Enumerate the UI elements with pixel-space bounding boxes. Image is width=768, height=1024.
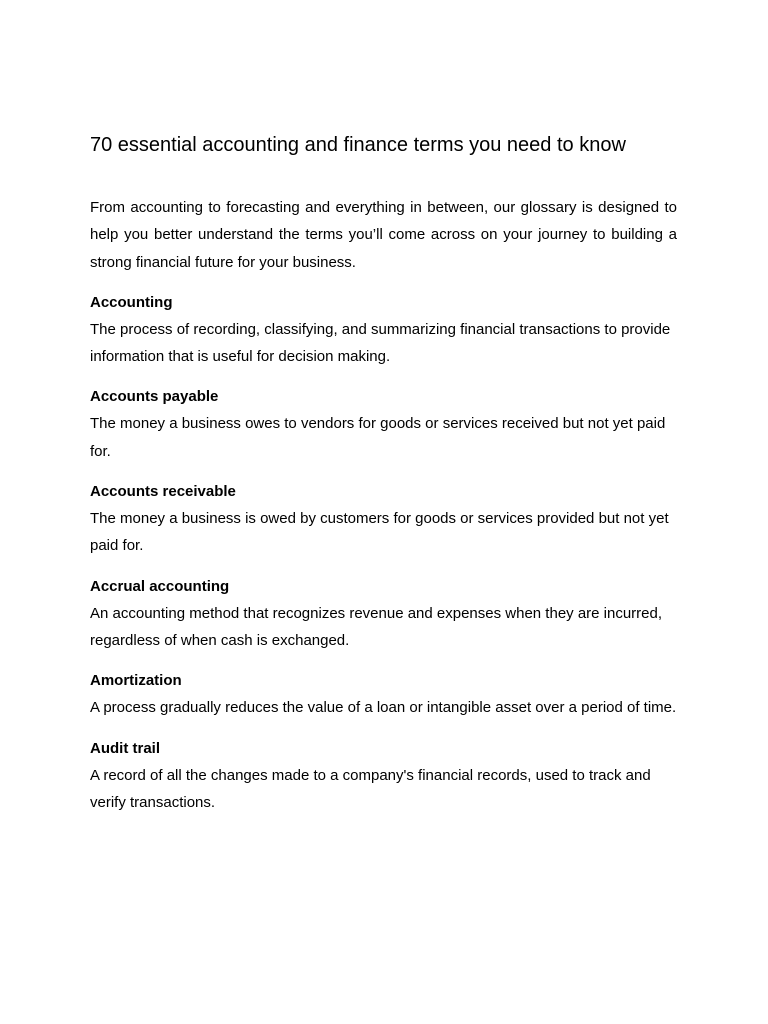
term-heading: Amortization [90, 672, 182, 690]
term-heading: Accounts receivable [90, 483, 236, 501]
term-heading: Accounting [90, 293, 173, 311]
term-heading: Accounts payable [90, 388, 219, 406]
term-definition: An accounting method that recognizes revenue and expenses when they are incurred, regardless of when cash is exchanged. [90, 604, 663, 649]
glossary-term-accrual-accounting [90, 574, 677, 655]
page-title: 70 essential accounting and finance terms you need to know [90, 134, 626, 156]
glossary-term-accounts-receivable [90, 479, 677, 560]
term-definition: The process of recording, classifying, and summarizing financial transactions to provide information that is useful for decision making. [90, 320, 671, 366]
term-definition: A record of all the changes made to a company's financial records, used to track and verify transactions. [90, 766, 651, 811]
term-definition: A process gradually reduces the value of a loan or intangible asset over a period of time. [90, 699, 677, 717]
glossary-term-audit-trail [90, 736, 677, 817]
glossary-term-accounts-payable [90, 384, 677, 465]
term-heading: Accrual accounting [90, 577, 230, 595]
intro-paragraph: From accounting to forecasting and everything in between, our glossary is designed to help you better understand the terms you’ll come across on your journey to building a strong financial future for your business. [90, 199, 677, 271]
glossary-term-amortization [90, 668, 677, 721]
term-definition: The money a business is owed by customers for goods or services provided but not yet paid for. [90, 510, 669, 555]
document-content [90, 130, 677, 816]
term-definition: The money a business owes to vendors for goods or services received but not yet paid for. [90, 415, 666, 460]
term-heading: Audit trail [90, 739, 160, 757]
glossary-term-accounting [90, 290, 677, 371]
